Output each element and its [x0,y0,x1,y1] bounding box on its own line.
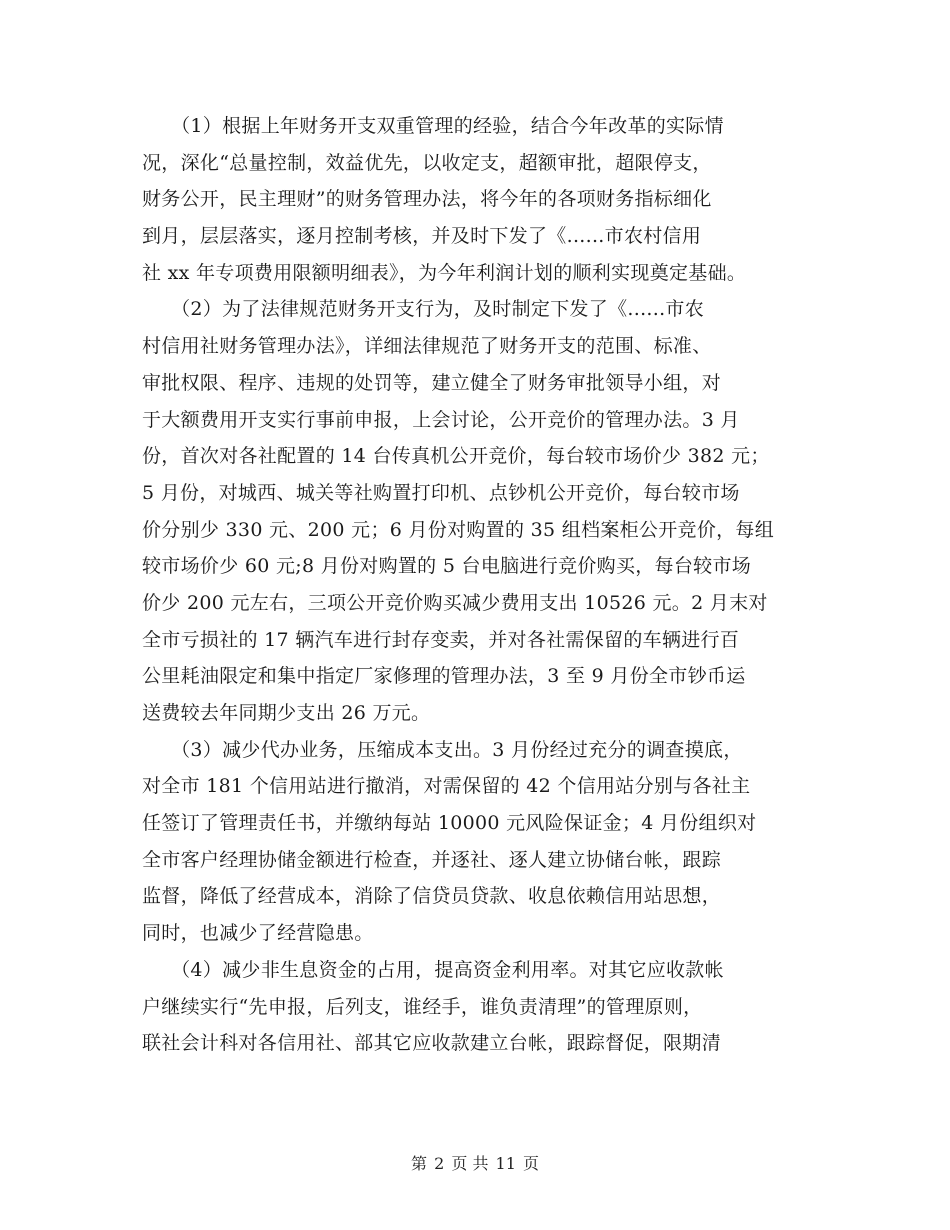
text-line: 价分别少 330 元、200 元；6 月份对购置的 35 组档案柜公开竞价，每组 [142,518,775,541]
text-line: 于大额费用开支实行事前申报，上会讨论，公开竞价的管理办法。3 月 [142,408,740,431]
text-line: 价少 200 元左右，三项公开竞价购买减少费用支出 10526 元。2 月末对 [142,591,768,614]
text-line: 监督，降低了经营成本，消除了信贷员贷款、收息依赖信用站思想， [142,885,722,908]
text-line: 联社会计科对各信用社、部其它应收款建立台帐，跟踪督促，限期清 [142,1032,722,1055]
paragraph-1 [142,108,822,291]
text-line: 较市场价少 60 元;8 月份对购置的 5 台电脑进行竞价购买，每台较市场 [142,555,752,578]
text-line: （2）为了法律规范财务开支行为，及时制定下发了《......市农 [142,298,705,321]
paragraph-3 [142,732,822,952]
text-line: 对全市 181 个信用站进行撤消，对需保留的 42 个信用站分别与各社主 [142,775,751,798]
text-line: 送费较去年同期少支出 26 万元。 [142,702,431,724]
footer-middle: 页 共 [451,1154,489,1173]
text-line: 村信用社财务管理办法》，详细法律规范了财务开支的范围、标准、 [142,335,712,358]
paragraph-4 [142,952,822,1062]
total-pages-number: 11 [495,1154,516,1173]
page-footer [0,1153,950,1175]
text-line: （1）根据上年财务开支双重管理的经验，结合今年改革的实际情 [142,115,724,137]
current-page-number: 2 [434,1154,445,1173]
text-line: 5 月份，对城西、城关等社购置打印机、点钞机公开竞价，每台较市场 [142,481,740,504]
text-line: 户继续实行“先申报，后列支，谁经手，谁负责清理”的管理原则， [142,995,703,1018]
text-line: （4）减少非生息资金的占用，提高资金利用率。对其它应收款帐 [142,958,724,981]
text-line: 全市客户经理协储金额进行检查，并逐社、逐人建立协储台帐，跟踪 [142,848,722,871]
footer-suffix: 页 [523,1154,540,1173]
text-line: 全市亏损社的 17 辆汽车进行封存变卖，并对各社需保留的车辆进行百 [142,628,740,651]
paragraph-2 [142,291,822,731]
text-line: （3）减少代办业务，压缩成本支出。3 月份经过充分的调查摸底， [142,738,743,761]
body-text [142,108,822,1062]
text-line: 公里耗油限定和集中指定厂家修理的管理办法，3 至 9 月份全市钞币运 [142,665,746,688]
text-line: 份，首次对各社配置的 14 台传真机公开竞价，每台较市场价少 382 元； [142,445,770,468]
text-line: 财务公开，民主理财”的财务管理办法，将今年的各项财务指标细化 [142,188,712,211]
footer-prefix: 第 [410,1154,427,1173]
text-line: 审批权限、程序、违规的处罚等，建立健全了财务审批领导小组，对 [142,371,722,394]
text-line: 同时，也减少了经营隐患。 [142,922,374,945]
text-line: 况，深化“总量控制，效益优先，以收定支，超额审批，超限停支， [142,151,712,174]
text-line: 任签订了管理责任书，并缴纳每站 10000 元风险保证金；4 月份组织对 [142,812,757,835]
text-line: 到月，层层落实，逐月控制考核，并及时下发了《......市农村信用 [142,225,702,248]
text-line: 社 xx 年专项费用限额明细表》，为今年利润计划的顺利实现奠定基础。 [142,261,747,284]
